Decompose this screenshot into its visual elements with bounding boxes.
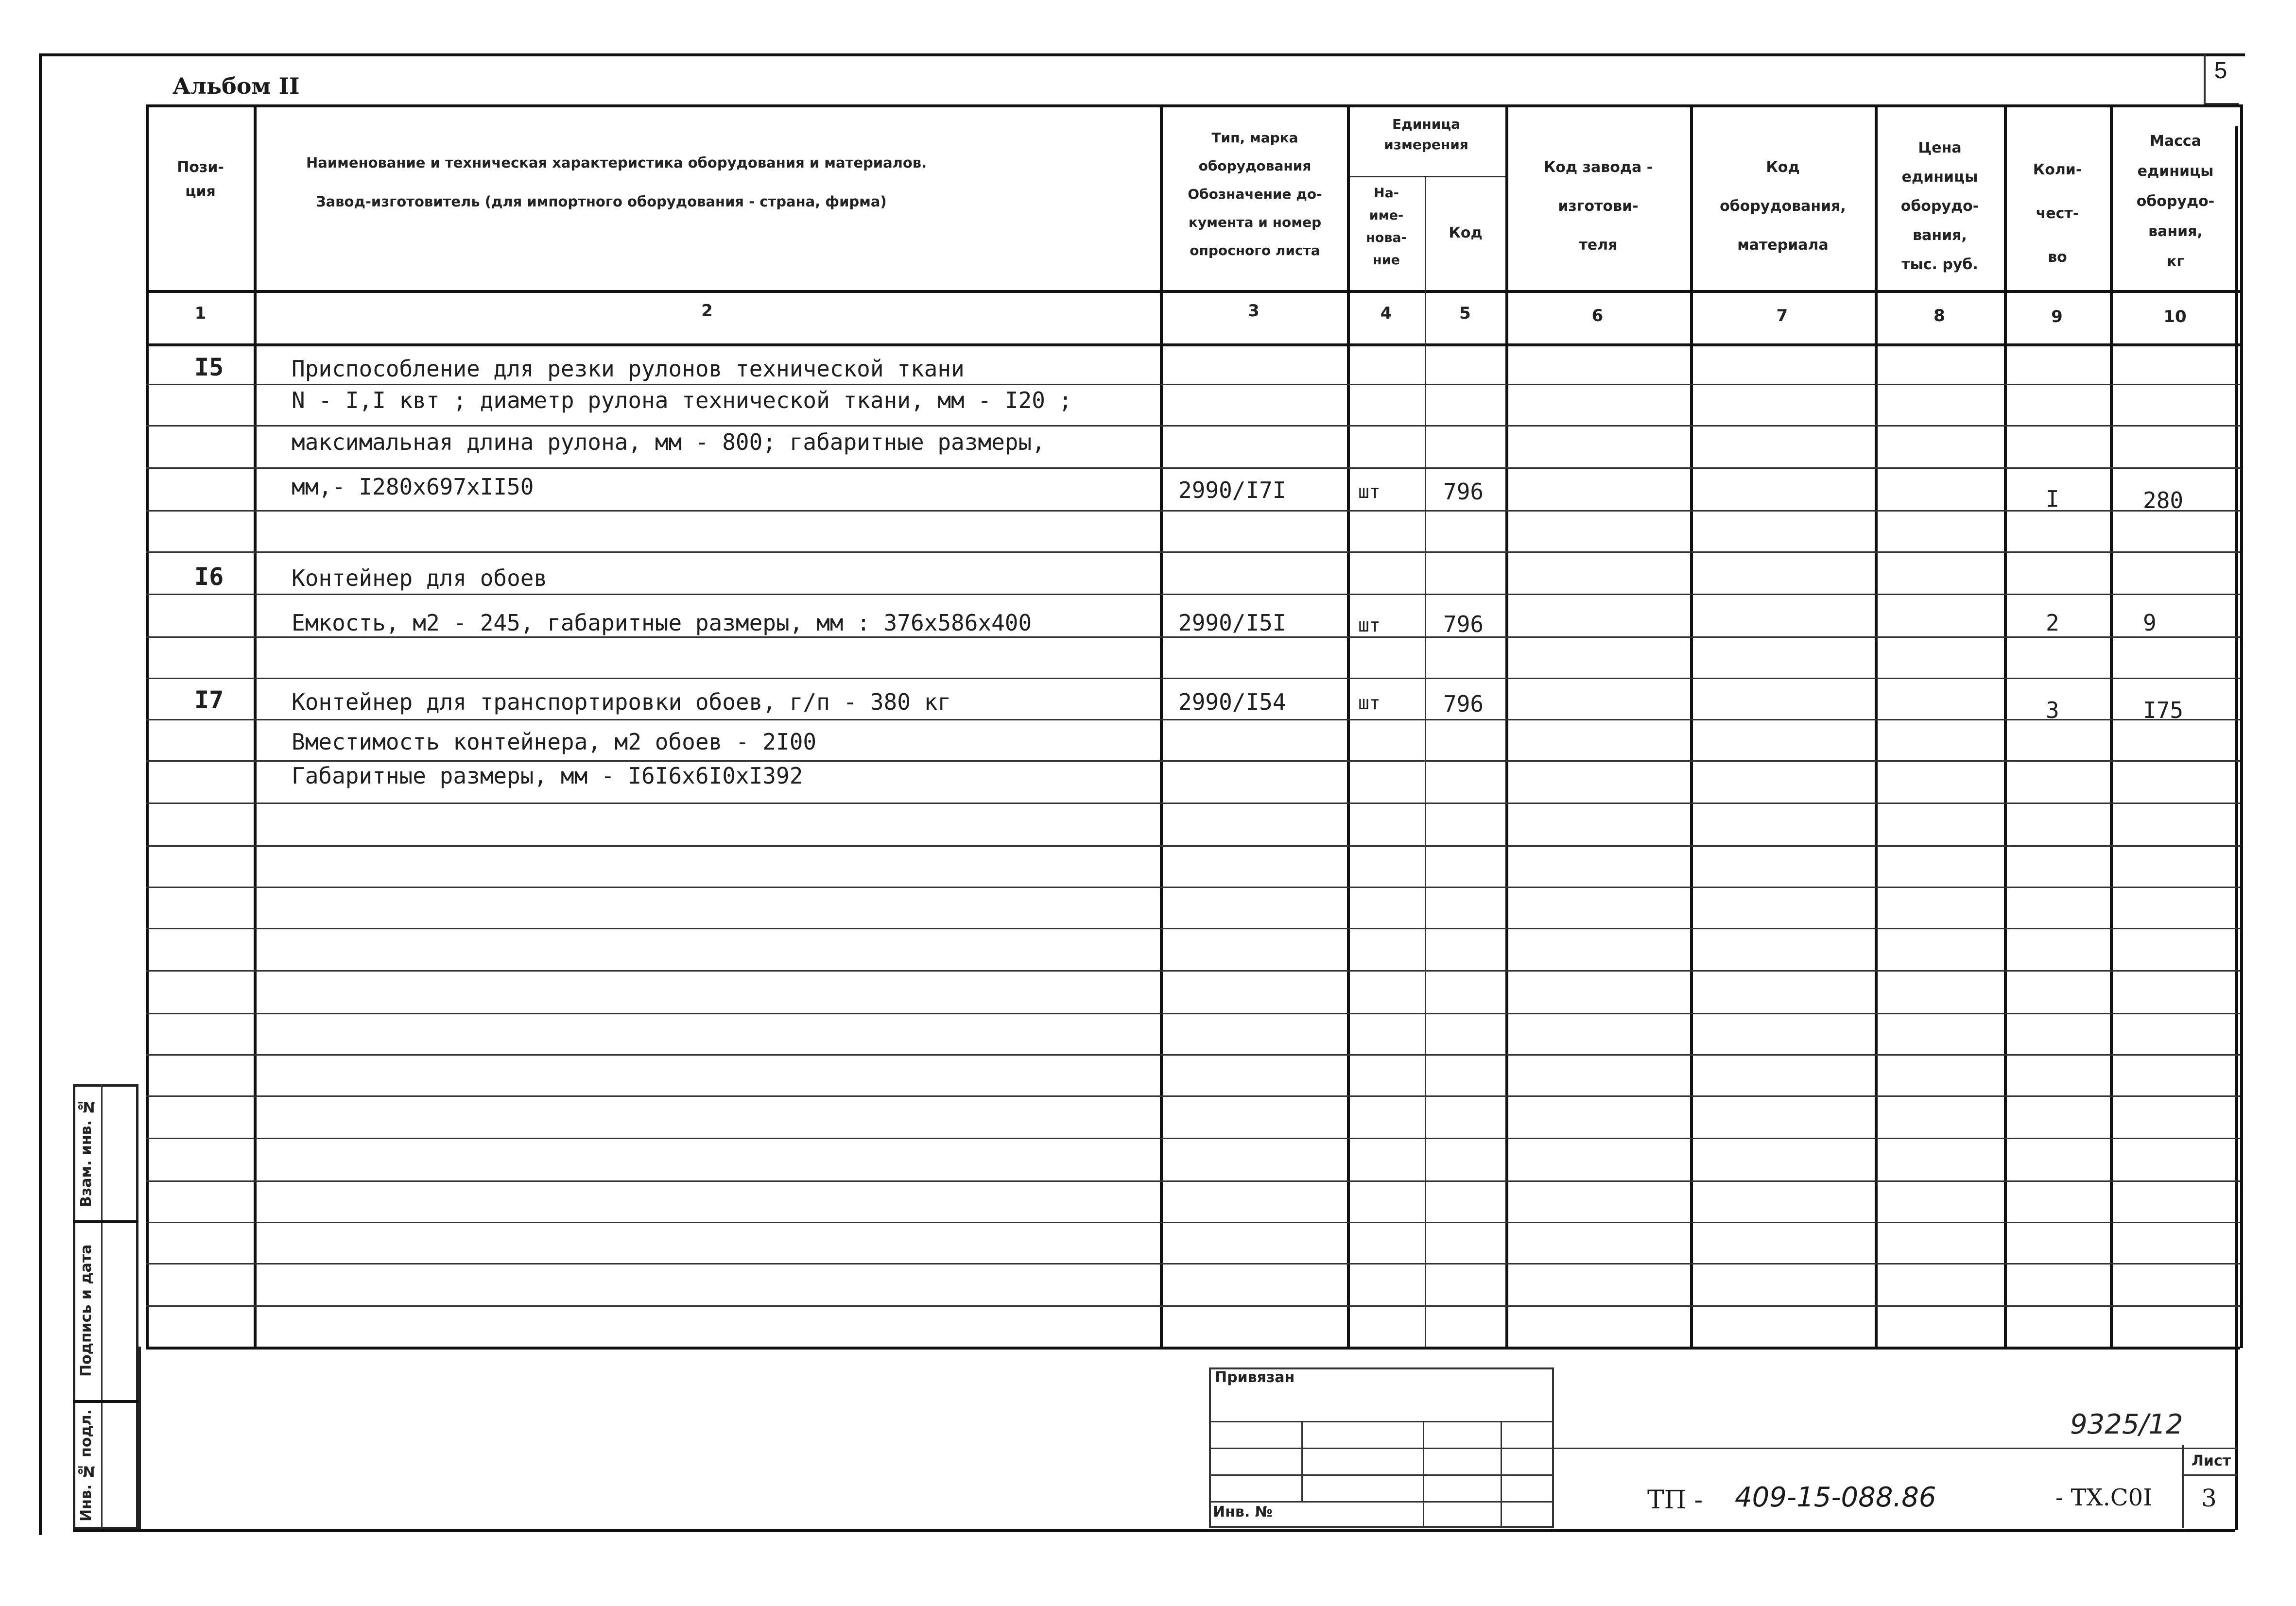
side-stamp-sep-1 (73, 1220, 138, 1223)
handwritten-number: 9325/12 (2070, 1409, 2183, 1440)
colnum-3: 3 (1248, 301, 1260, 321)
col-line-3 (1347, 104, 1350, 1348)
table-row-position: I6 (194, 563, 224, 591)
table-row-type: 2990/I5I (1178, 610, 1286, 636)
row-line (146, 928, 2240, 929)
row-line (146, 1013, 2240, 1014)
row-line (146, 760, 2240, 762)
binding-line-1 (1209, 1421, 1554, 1422)
header-bottom-line (146, 290, 2240, 293)
colnum-10: 10 (2163, 307, 2187, 326)
sheet-label: Лист (2192, 1452, 2231, 1469)
binding-vline-2 (1423, 1421, 1424, 1528)
row-line (146, 719, 2240, 720)
col-line-4 (1425, 176, 1426, 1348)
col-line-9 (2110, 104, 2113, 1348)
header-col7: Код оборудования, материала (1720, 159, 1846, 254)
col-line-8 (2004, 104, 2007, 1348)
frame-top (39, 53, 2245, 56)
inv-number-label: Инв. № (1213, 1503, 1273, 1521)
unit-group-line (1347, 176, 1505, 177)
table-row-unit: шт (1358, 692, 1381, 714)
header-col8: Цена единицы оборудо- вания, тыс. руб. (1900, 139, 1979, 273)
table-row-mass: 280 (2143, 487, 2184, 513)
header-col1: Пози- ция (177, 159, 224, 200)
row-line (146, 803, 2240, 804)
header-unit-group: Единица измерения (1384, 116, 1468, 153)
col-line-5 (1505, 104, 1508, 1348)
header-col3: Тип, марка оборудования Обозначение до- кумента и номер опросного листа (1188, 130, 1322, 258)
row-line (146, 887, 2240, 888)
table-row-name: N - I,I квт ; диаметр рулона технической ткани, мм - I20 ; (292, 387, 1072, 413)
table-row-name: мм,- I280x697xII50 (292, 474, 534, 500)
table-row-position: I7 (194, 686, 224, 714)
side-label-sign-date: Подпись и дата (78, 1244, 95, 1377)
row-line (146, 636, 2240, 638)
colnum-4: 4 (1380, 304, 1392, 323)
table-row-mass: I75 (2143, 697, 2184, 723)
table-row-name: Вместимость контейнера, м2 обоев - 2I00 (292, 729, 817, 755)
table-top-line (146, 104, 2240, 107)
sheet-number: 3 (2201, 1484, 2217, 1512)
colnum-bottom-line (146, 343, 2240, 346)
album-title: Альбом II (173, 73, 300, 99)
table-row-code: 796 (1443, 611, 1484, 637)
side-stamp-divider (101, 1084, 103, 1529)
table-row-code: 796 (1443, 691, 1484, 717)
row-line (146, 845, 2240, 847)
binding-line-2 (1209, 1448, 1554, 1449)
side-stamp-sep-2 (73, 1400, 138, 1403)
table-row-unit: шт (1358, 615, 1381, 636)
doc-code: 409-15-088.86 (1735, 1482, 1936, 1513)
row-line (146, 467, 2240, 469)
col-line-0 (146, 104, 149, 1348)
table-row-mass: 9 (2143, 610, 2157, 636)
page-number: 5 (2214, 58, 2227, 84)
col-line-10 (2240, 104, 2243, 1348)
sheet-box-divider (2182, 1474, 2237, 1476)
row-line (146, 384, 2240, 385)
colnum-2: 2 (701, 301, 713, 321)
table-row-code: 796 (1443, 478, 1484, 505)
row-line (146, 1138, 2240, 1139)
binding-line-3 (1209, 1474, 1554, 1476)
doc-prefix: ТП - (1647, 1486, 1703, 1515)
table-row-unit: шт (1358, 481, 1381, 502)
table-row-qty: 2 (2046, 610, 2059, 636)
table-row-name: Габаритные размеры, мм - I6I6x6I0xI392 (292, 763, 803, 789)
frame-right (2235, 126, 2238, 1530)
col-line-1 (254, 104, 257, 1348)
table-row-qty: I (2046, 486, 2059, 512)
row-line (146, 1263, 2240, 1264)
doc-suffix: - ТХ.С0I (2055, 1484, 2153, 1511)
header-col2: Наименование и техническая характеристика оборудования и материалов. Завод-изготовитель (для импортного оборудования - страна, фирма) (306, 154, 927, 210)
row-line (146, 594, 2240, 595)
row-line (146, 551, 2240, 553)
row-line (146, 1305, 2240, 1307)
col-line-2 (1160, 104, 1163, 1348)
row-line (146, 970, 2240, 972)
colnum-1: 1 (194, 304, 207, 323)
table-row-name: Емкость, м2 - 245, габаритные размеры, мм : 376x586x400 (292, 610, 1032, 636)
row-line (146, 1180, 2240, 1182)
colnum-9: 9 (2051, 307, 2063, 326)
colnum-6: 6 (1591, 306, 1604, 325)
row-line (146, 1095, 2240, 1097)
table-row-qty: 3 (2046, 697, 2059, 723)
col-line-7 (1875, 104, 1878, 1348)
binding-label: Привязан (1215, 1369, 1295, 1386)
table-row-position: I5 (194, 353, 224, 381)
side-label-replace-inv: Взам. инв. № (78, 1098, 95, 1207)
frame-left (39, 53, 42, 1535)
table-row-name: Контейнер для транспортировки обоев, г/п - 380 кг (292, 689, 951, 715)
row-line (146, 1054, 2240, 1056)
doc-block-top (1554, 1448, 2237, 1449)
table-row-name: Приспособление для резки рулонов технической ткани (292, 356, 965, 382)
header-col9: Коли- чест- во (2033, 161, 2082, 266)
row-line (146, 425, 2240, 427)
colnum-5: 5 (1459, 304, 1471, 323)
colnum-8: 8 (1933, 306, 1945, 325)
table-row-type: 2990/I54 (1178, 689, 1286, 715)
colnum-7: 7 (1776, 306, 1788, 325)
side-label-inv-orig: Инв. № подл. (78, 1409, 95, 1521)
row-line (146, 510, 2240, 512)
table-row-name: максимальная длина рулона, мм - 800; габаритные размеры, (292, 429, 1045, 455)
binding-line-4 (1209, 1501, 1554, 1503)
header-col4: На- име- нова- ние (1366, 186, 1407, 268)
header-col5: Код (1449, 224, 1483, 241)
binding-vline-1 (1301, 1421, 1303, 1501)
frame-bottom (73, 1529, 2235, 1532)
row-line (146, 678, 2240, 679)
table-row-type: 2990/I7I (1178, 477, 1286, 503)
header-col6: Код завода - изготови- теля (1543, 159, 1653, 254)
row-line (146, 1222, 2240, 1223)
col-line-6 (1690, 104, 1693, 1348)
binding-vline-3 (1501, 1421, 1502, 1528)
header-col10: Масса единицы оборудо- вания, кг (2136, 133, 2215, 270)
table-row-name: Контейнер для обоев (292, 565, 548, 591)
